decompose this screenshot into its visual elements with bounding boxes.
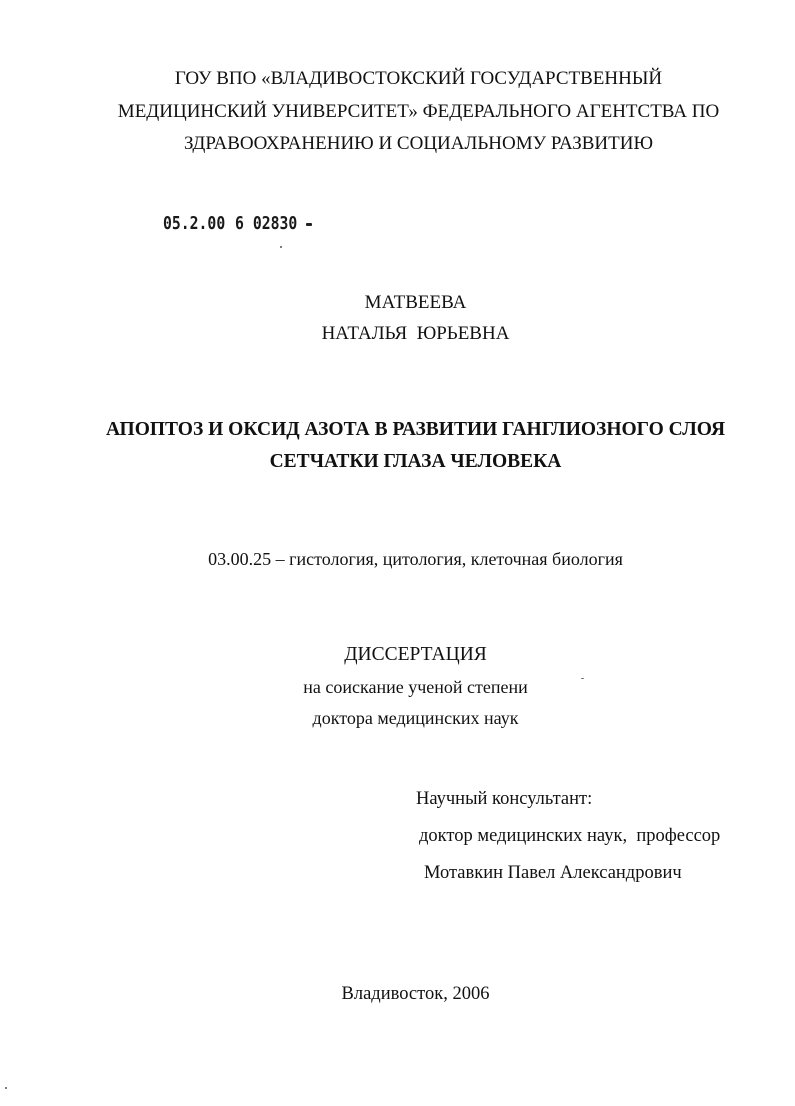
advisor-name: Мотавкин Павел Александрович (424, 863, 682, 883)
registration-stamp (163, 213, 297, 234)
advisor-degree: доктор медицинских наук, профессор (419, 826, 721, 846)
stamp-dash-mark (306, 223, 312, 226)
stamp-number: 6 02830 (235, 213, 298, 234)
degree-purpose: на соискание ученой степени (303, 677, 528, 697)
organization-line-1: ГОУ ВПО «ВЛАДИВОСТОКСКИЙ ГОСУДАРСТВЕННЫЙ (174, 68, 663, 89)
scan-speck (5, 1087, 7, 1089)
advisor-label: Научный консультант: (416, 789, 593, 809)
dissertation-title-line-1: АПОПТОЗ И ОКСИД АЗОТА В РАЗВИТИИ ГАНГЛИОЗНОГО СЛОЯ (105, 419, 726, 440)
scan-speck (280, 246, 282, 248)
author-surname: МАТВЕЕВА (364, 292, 467, 313)
organization-line-2: МЕДИЦИНСКИЙ УНИВЕРСИТЕТ» ФЕДЕРАЛЬНОГО АГЕНТСТВА ПО (117, 101, 720, 122)
degree-name: доктора медицинских наук (312, 708, 519, 728)
stamp-code: 05.2.00 (163, 213, 226, 234)
scan-speck (581, 678, 584, 679)
document-type: ДИССЕРТАЦИЯ (344, 644, 487, 665)
specialty-code: 03.00.25 – гистология, цитология, клеточная биология (208, 549, 623, 569)
city-and-year: Владивосток, 2006 (341, 984, 490, 1004)
author-given-names: НАТАЛЬЯ ЮРЬЕВНА (321, 323, 510, 344)
dissertation-title-line-2: СЕТЧАТКИ ГЛАЗА ЧЕЛОВЕКА (269, 451, 562, 472)
organization-line-3: ЗДРАВООХРАНЕНИЮ И СОЦИАЛЬНОМУ РАЗВИТИЮ (184, 133, 653, 154)
